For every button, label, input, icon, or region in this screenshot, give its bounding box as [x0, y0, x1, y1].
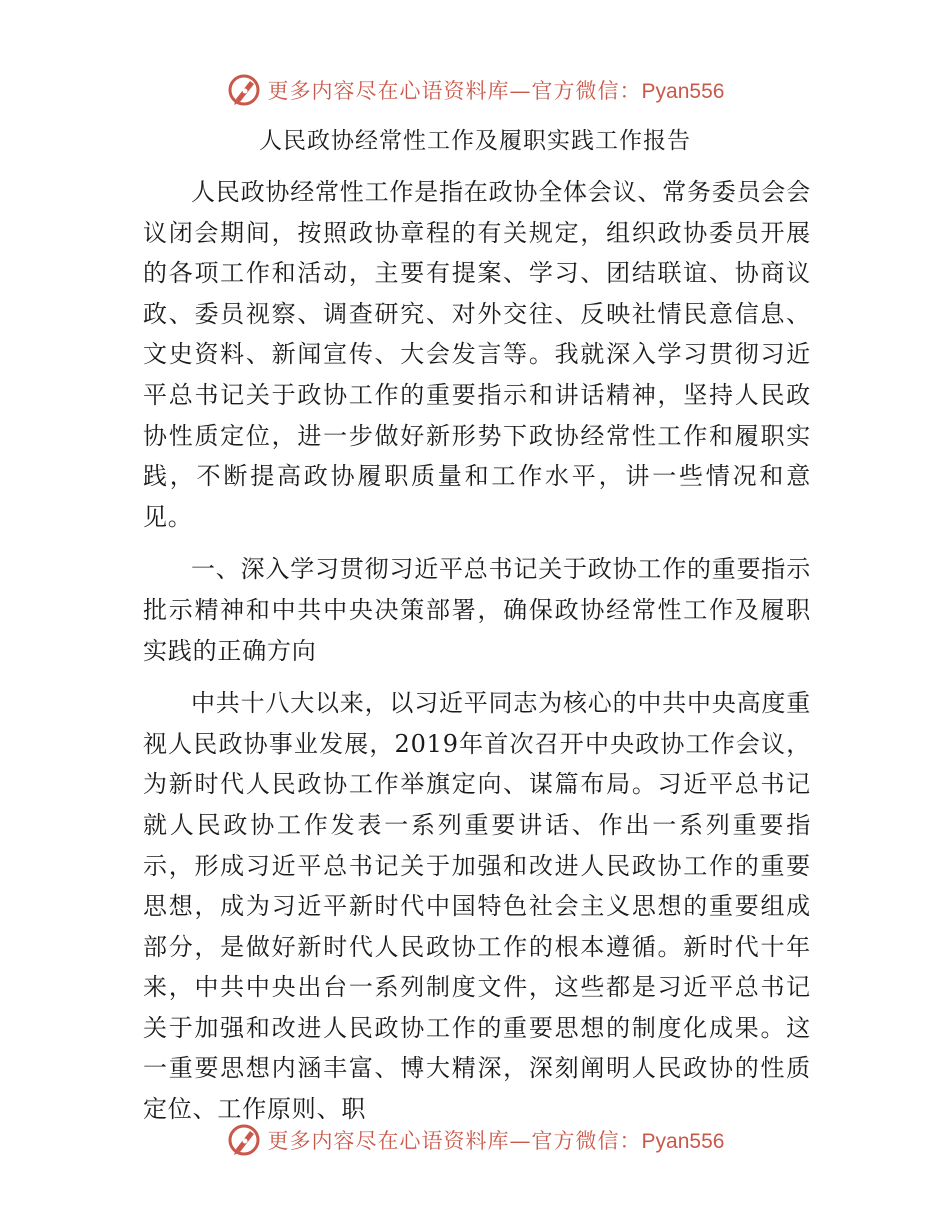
watermark-text [268, 75, 725, 105]
paragraph-intro: 人民政协经常性工作是指在政协全体会议、常务委员会会议闭会期间，按照政协章程的有关规定，组织政协委员开展的各项工作和活动，主要有提案、学习、团结联谊、协商议政、委员视察、调查研究、对外交往、反映社情民意信息、文史资料、新闻宣传、大会发言等。我就深入学习贯彻习近平总书记关于政协工作的重要指示和讲话精神，坚持人民政协性质定位，进一步做好新形势下政协经常性工作和履职实践，不断提高政协履职质量和工作水平，讲一些情况和意见。 [143, 178, 811, 531]
pen-logo-icon [226, 72, 262, 108]
watermark-header [0, 70, 950, 110]
pen-logo-icon [226, 1122, 262, 1158]
watermark-brand: 更多内容尽在心语资料库 [267, 1129, 510, 1153]
watermark-wechat-label: 官方微信： [531, 79, 642, 103]
watermark-wechat-id: Pyan556 [641, 1130, 725, 1153]
document-title: 人民政协经常性工作及履职实践工作报告 [259, 128, 691, 154]
document-body [143, 172, 811, 1142]
watermark-text [268, 1125, 725, 1155]
watermark-separator: — [509, 79, 532, 103]
watermark-wechat-id: Pyan556 [641, 80, 725, 103]
paragraph-section-1: 中共十八大以来，以习近平同志为核心的中共中央高度重视人民政协事业发展，2019年首次召开中央政协工作会议，为新时代人民政协工作举旗定向、谋篇布局。习近平总书记就人民政协工作发表一系列重要讲话、作出一系列重要指示，形成习近平总书记关于加强和改进人民政协工作的重要思想，成为习近平新时代中国特色社会主义思想的重要组成部分，是做好新时代人民政协工作的根本遵循。新时代十年来，中共中央出台一系列制度文件，这些都是习近平总书记关于加强和改进人民政协工作的重要思想的制度化成果。这一重要思想内涵丰富、博大精深，深刻阐明人民政协的性质定位、工作原则、职 [143, 689, 811, 1124]
watermark-footer [0, 1120, 950, 1160]
section-heading-1: 一、深入学习贯彻习近平总书记关于政协工作的重要指示批示精神和中共中央决策部署，确保政协经常性工作及履职实践的正确方向 [143, 555, 811, 665]
watermark-wechat-label: 官方微信： [531, 1129, 642, 1153]
watermark-brand: 更多内容尽在心语资料库 [267, 79, 510, 103]
watermark-separator: — [509, 1129, 532, 1153]
